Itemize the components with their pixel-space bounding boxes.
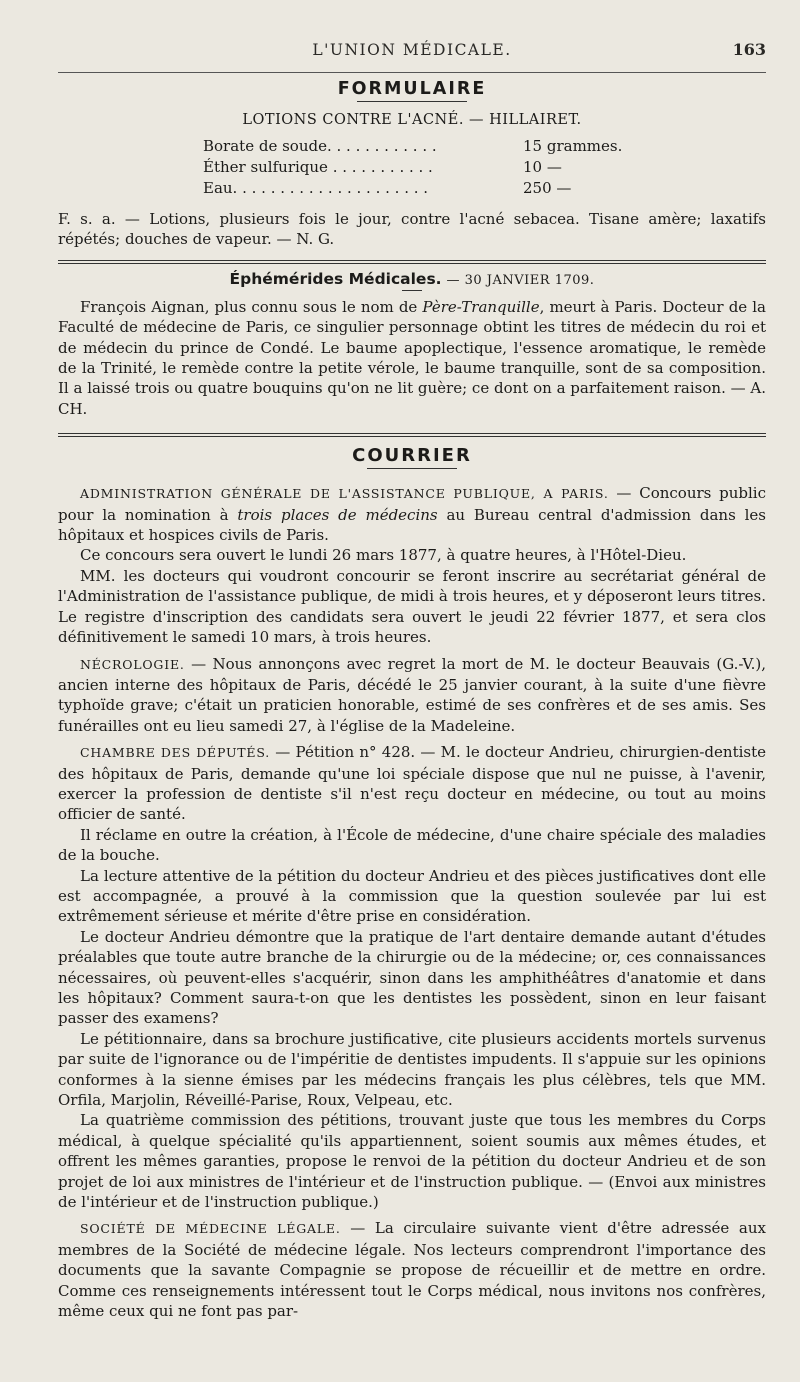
necrologie-notice [58, 654, 766, 737]
recipe-row [203, 157, 766, 178]
page-number: 163 [732, 40, 766, 59]
recipe-row [203, 136, 766, 157]
societe-text: — La circulaire suivante vient d'être adressée aux membres de la Société de médecine légale. Nos lecteurs comprendront l'importance des documents que la savante Compagnie se propose de récueillir et de mettre en ordre. Comme ces renseignements intéressent tout le Corps médical, nous invitons nos confrères, même ceux qui ne font pas par- [58, 1219, 766, 1321]
admin-text-end: au Bureau central d'admission dans les hôpitaux et hospices civils de Paris. [58, 505, 766, 545]
chambre-paragraph: La lecture attentive de la pétition du docteur Andrieu et des pièces justificatives dont elle est accompagnée, a prouvé à la commission que la question soulevée par lui est extrêmement sérieuse et mérite d'être prise en considération. [58, 866, 766, 926]
recipe-list [203, 136, 766, 199]
admin-paragraph: Ce concours sera ouvert le lundi 26 mars 1877, à quatre heures, à l'Hôtel-Dieu. [80, 546, 687, 565]
ingredient-name: Borate de soude. . . . . . . . . . . . [203, 137, 437, 155]
chambre-lead: CHAMBRE DES DÉPUTÉS. [80, 745, 271, 761]
ephemerides-italic: Père-Tranquille [422, 297, 540, 316]
ephemerides-short-rule [402, 290, 422, 291]
ephemerides-heading [58, 270, 766, 288]
formulaire-instructions: F. s. a. — Lotions, plusieurs fois le jour, contre l'acné sebacea. Tisane amère; laxatifs répétés; douches de vapeur. — N. G. [58, 210, 766, 249]
admin-text-start: — Concours public pour la nomination à [58, 484, 766, 524]
ingredient-name: Eau. . . . . . . . . . . . . . . . . . . . . [203, 179, 429, 197]
necrologie-lead: NÉCROLOGIE. [80, 656, 185, 672]
ephemerides-rule [58, 260, 766, 264]
chambre-paragraph: Le pétitionnaire, dans sa brochure justificative, cite plusieurs accidents mortels survenus par suite de l'ignorance ou de l'impéritie de dentistes impudents. Il s'appuie sur les opinions conformes à la sienne émises par les médecins français les plus célèbres, tels que MM. Orfila, Marjolin, Réveillé-Parise, Roux, Velpeau, etc. [58, 1029, 766, 1110]
courrier-title: COURRIER [352, 445, 472, 467]
necrologie-text: — Nous annonçons avec regret la mort de M. le docteur Beauvais (G.-V.), ancien interne des hôpitaux de Paris, décédé le 25 janvier courant, à la suite d'une fièvre typhoïde grave; c'était un praticien honorable, estimé de ses confrères et de ses amis. Ses funérailles ont eu lieu samedi 27, à l'église de la Madeleine. [58, 654, 766, 735]
societe-notice [58, 1218, 766, 1321]
ephemerides-text-start: François Aignan, plus connu sous le nom de [80, 297, 423, 316]
ephemerides-date: — 30 JANVIER 1709. [446, 272, 595, 288]
admin-italic: trois places de médecins [237, 505, 438, 524]
chambre-text: — Pétition n° 428. — M. le docteur Andrieu, chirurgien-dentiste des hôpitaux de Paris, demande qu'une loi spéciale dispose que nul ne puisse, à l'avenir, exercer la profession de dentiste s'il n'est reçu docteur en médecine, ou tout au moins officier de santé. [58, 743, 766, 824]
ephemerides-text-end: , meurt à Paris. Docteur de la Faculté de médecine de Paris, ce singulier personnage obtint les titres de médecin du roi et de médecin du prince de Condé. Le baume apoplectique, l'essence aromatique, le remède de la Trinité, le remède contre la petite vérole, le baume tranquille, sont de sa composition. Il a laissé trois ou quatre bouquins qu'on ne lit guère; ce dont on a parfaitement raison. — A. CH. [58, 297, 766, 418]
ingredient-dose: 250 — [523, 179, 572, 197]
chambre-notice [58, 742, 766, 825]
chambre-paragraph: Il réclame en outre la création, à l'École de médecine, d'une chaire spéciale des maladies de la bouche. [58, 825, 766, 865]
header-rule [58, 72, 766, 73]
chambre-paragraph: La quatrième commission des pétitions, trouvant juste que tous les membres du Corps médical, à quelque spécialité qu'ils appartiennent, soient soumis aux mêmes études, et offrent les mêmes garanties, propose le renvoi de la pétition du docteur Andrieu et de son projet de loi aux ministres de l'intérieur et de l'instruction publique. — (Envoi aux ministres de l'intérieur et de l'instruction publique.) [58, 1111, 766, 1212]
recipe-row [203, 178, 766, 199]
ephemerides-body [58, 297, 766, 419]
running-head [58, 36, 766, 64]
formulaire-rule [357, 101, 467, 102]
ingredient-name: Éther sulfurique . . . . . . . . . . . [203, 158, 433, 176]
ingredient-dose: 15 grammes. [523, 137, 623, 155]
admin-notice [58, 483, 766, 545]
ingredient-dose: 10 — [523, 158, 562, 176]
admin-paragraph: MM. les docteurs qui voudront concourir se feront inscrire au secrétariat général de l'Administration de l'assistance publique, de midi à trois heures, et y déposeront leurs titres. Le registre d'inscription des candidats sera ouvert le jeudi 22 février 1877, et sera clos définitivement le samedi 10 mars, à trois heures. [58, 566, 766, 647]
chambre-paragraph: Le docteur Andrieu démontre que la pratique de l'art dentaire demande autant d'études préalables que toute autre branche de la chirurgie ou de la médecine; or, ces connaissances nécessaires, où peuvent-elles s'acquérir, sinon dans les amphithéâtres d'anatomie et dans les hôpitaux? Comment saura-t-on que les dentistes les possèdent, sinon en leur faisant passer des examens? [58, 927, 766, 1028]
courrier-rule [58, 433, 766, 437]
admin-lead: ADMINISTRATION GÉNÉRALE DE L'ASSISTANCE PUBLIQUE, A PARIS. [80, 486, 609, 502]
journal-title: L'UNION MÉDICALE. [312, 41, 512, 59]
ephemerides-title: Éphémérides Médicales. [229, 269, 442, 288]
formulaire-subtitle: LOTIONS CONTRE L'ACNÉ. — HILLAIRET. [242, 112, 582, 128]
courrier-short-rule [367, 468, 457, 469]
formulaire-title: FORMULAIRE [337, 79, 487, 99]
societe-lead: SOCIÉTÉ DE MÉDECINE LÉGALE. [80, 1221, 341, 1237]
